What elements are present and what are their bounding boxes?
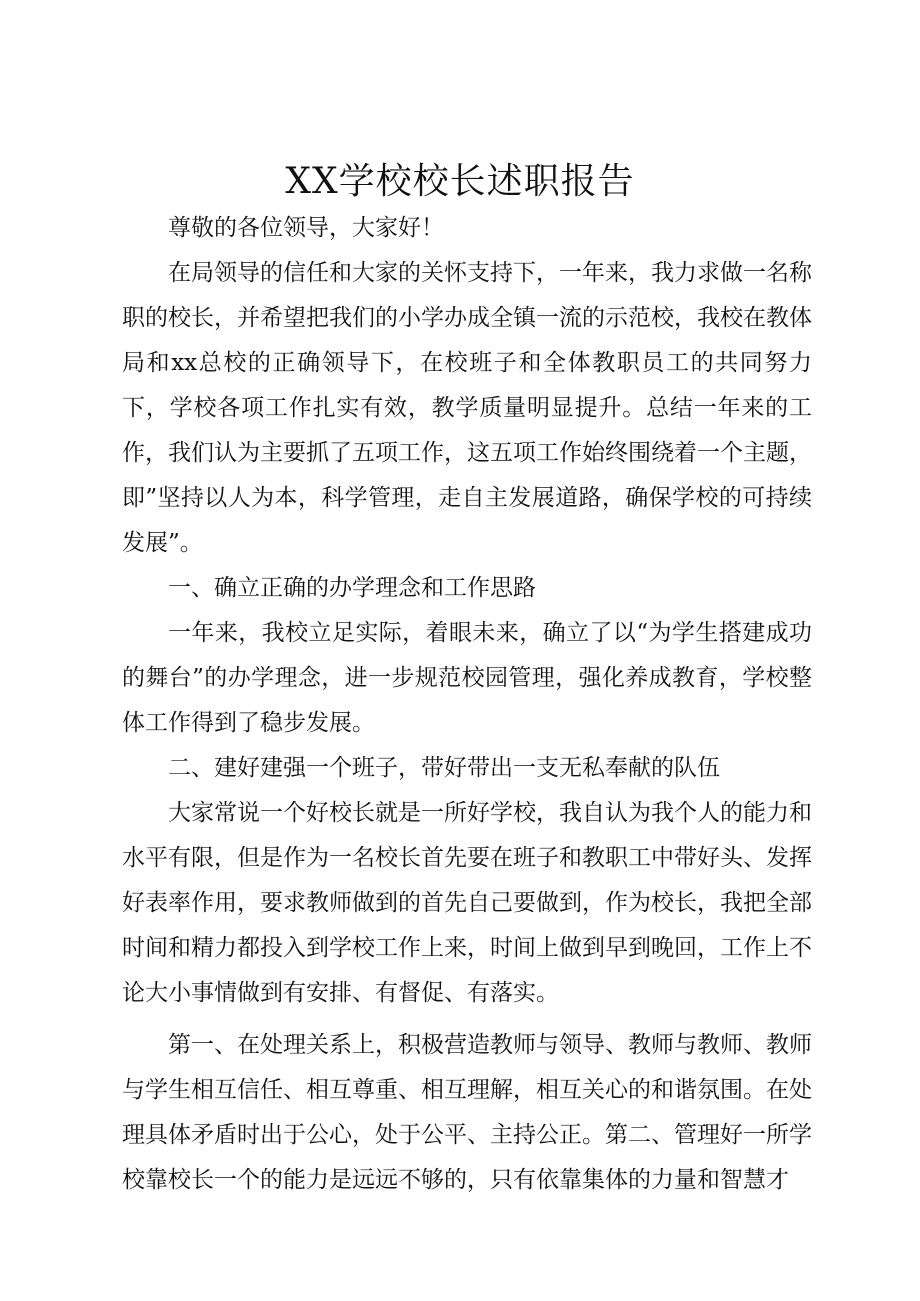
document-body (122, 206, 812, 1203)
paragraph-intro: 在局领导的信任和大家的关怀支持下，一年来，我力求做一名称职的校长，并希望把我们的小学办成全镇一流的示范校，我校在教体局和xx总校的正确领导下，在校班子和全体教职员工的共同努力下，学校各项工作扎实有效，教学质量明显提升。总结一年来的工作，我们认为主要抓了五项工作，这五项工作始终围绕着一个主题，即”坚持以人为本，科学管理，走自主发展道路，确保学校的可持续发展”。 (122, 260, 812, 556)
section-heading-1: 一、确立正确的办学理念和工作思路 (168, 575, 536, 601)
paragraph-greeting: 尊敬的各位领导，大家好！ (168, 215, 444, 241)
paragraph-section-2: 大家常说一个好校长就是一所好学校，我自认为我个人的能力和水平有限，但是作为一名校长首先要在班子和教职工中带好头、发挥好表率作用，要求教师做到的首先自己要做到，作为校长，我把全部时间和精力都投入到学校工作上来，时间上做到早到晚回，工作上不论大小事情做到有安排、有督促、有落实。 (122, 800, 812, 1006)
paragraph-section-2-detail: 第一、在处理关系上，积极营造教师与领导、教师与教师、教师与学生相互信任、相互尊重、相互理解，相互关心的和谐氛围。在处理具体矛盾时出于公心，处于公平、主持公正。第二、管理好一所学校靠校长一个的能力是远远不够的，只有依靠集体的力量和智慧才 (122, 1032, 812, 1193)
document-title: XX学校校长述职报告 (285, 161, 635, 202)
section-heading-2: 二、建好建强一个班子，带好带出一支无私奉献的队伍 (168, 755, 720, 781)
paragraph-section-1: 一年来，我校立足实际，着眼未来，确立了以“为学生搭建成功的舞台”的办学理念，进一步规范校园管理，强化养成教育，学校整体工作得到了稳步发展。 (122, 620, 812, 736)
